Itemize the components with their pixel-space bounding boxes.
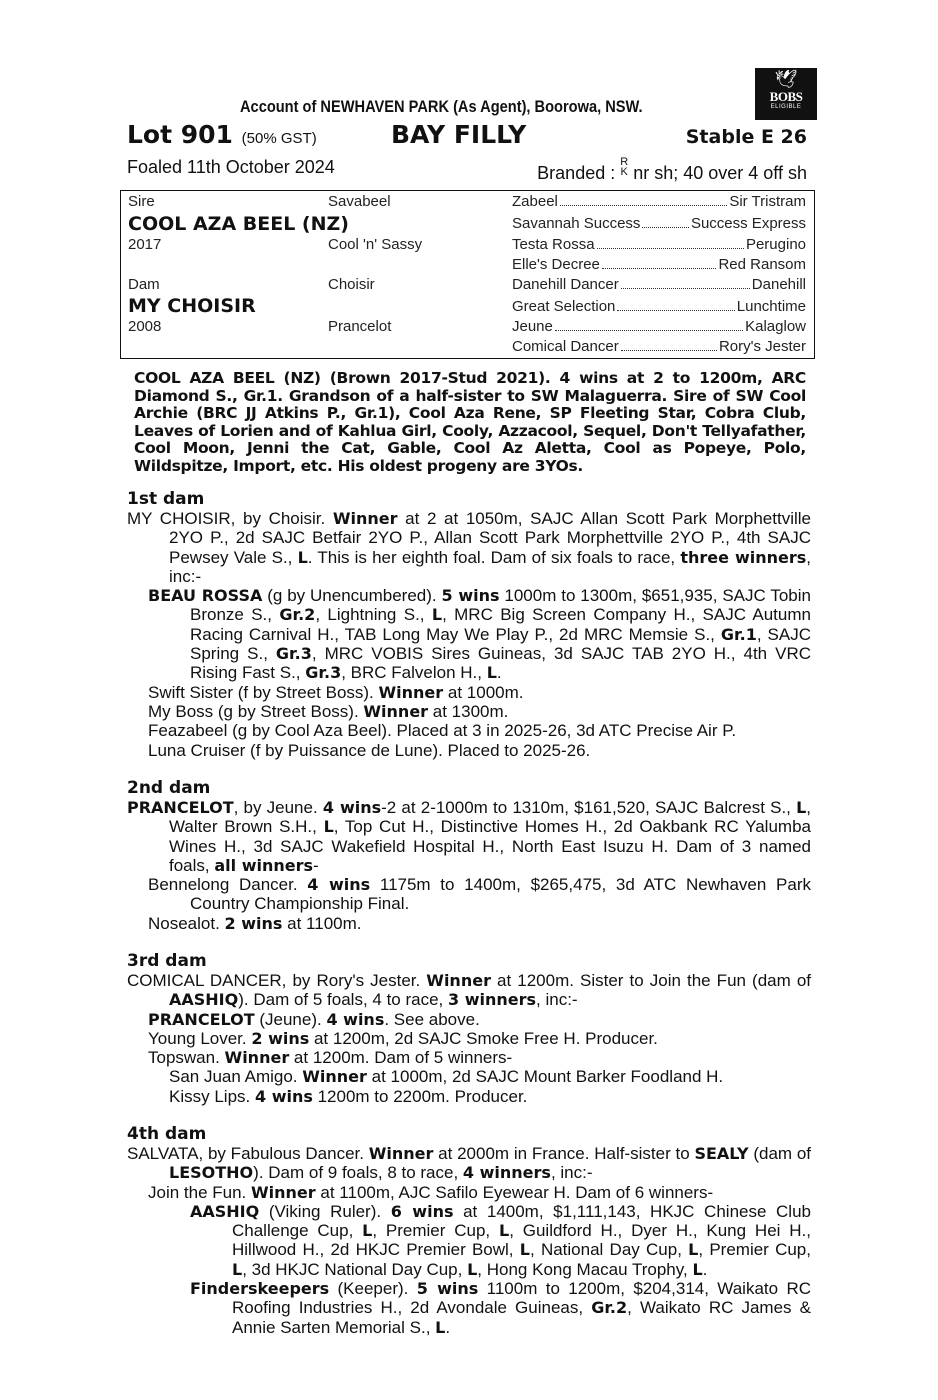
brand-bottom: K bbox=[620, 166, 628, 178]
progeny-entry: AASHIQ (Viking Ruler). 6 wins at 1400m, $1,111,143, HKJC Chinese Club Challenge Cup, L, Premier Cup, L, Guildford H., Dyer H., Kung Hei H., Hillwood H., 2d HKJC Premier Bowl, L, National Day Cup, L, Premier Cup, L, 3d HKJC National Day Cup, L, Hong Kong Macau Trophy, L. bbox=[190, 1201, 811, 1279]
bold-emphasis: Winner bbox=[426, 971, 491, 990]
ancestor-right: Success Express bbox=[690, 215, 806, 232]
bold-emphasis: L bbox=[435, 1317, 446, 1337]
bold-emphasis: Winner bbox=[251, 1182, 316, 1202]
bold-emphasis: 2 wins bbox=[224, 913, 283, 933]
dam-paragraph: PRANCELOT, by Jeune. 4 wins-2 at 2-1000m to 1310m, $161,520, SAJC Balcrest S., L, Walter Brown S.H., L, Top Cut H., Distinctive Homes H., 2d Oakbank RC Yalumba Wines H., 3d SAJC Wakefield Hospital H., North East Isuzu H. Dam of 3 named foals, all winners- bbox=[127, 798, 811, 875]
ancestor-row bbox=[512, 298, 806, 315]
ancestor-right: Perugino bbox=[745, 236, 806, 253]
pedigree-box bbox=[120, 190, 815, 359]
third-dam-section bbox=[127, 951, 811, 1106]
progeny-entry: Swift Sister (f by Street Boss). Winner at 1000m. bbox=[148, 682, 524, 702]
bold-emphasis: Winner bbox=[363, 701, 429, 721]
dam-paragraph: MY CHOISIR, by Choisir. Winner at 2 at 1050m, SAJC Allan Scott Park Morphettville 2YO P., 2d SAJC Betfair 2YO P., Allan Scott Park Morphettville 2YO P., 4th SAJC Pewsey Vale S., L. This is her eighth foal. Dam of six foals to race, three winners, inc:- bbox=[127, 509, 812, 586]
bold-emphasis: 3 winners bbox=[448, 990, 537, 1010]
progeny-entry: My Boss (g by Street Boss). Winner at 1300m. bbox=[148, 701, 509, 721]
bold-emphasis: 4 winners bbox=[462, 1163, 551, 1183]
ancestor-row bbox=[512, 215, 806, 232]
progeny-entry: Join the Fun. Winner at 1100m, AJC Safilo Eyewear H. Dam of 6 winners- bbox=[148, 1182, 714, 1202]
fourth-dam-section bbox=[127, 1124, 811, 1337]
progeny-entry: Luna Cruiser (f by Puissance de Lune). Placed to 2025-26. bbox=[148, 740, 591, 760]
dam-year: 2008 bbox=[128, 318, 162, 335]
sire-year: 2017 bbox=[128, 236, 162, 253]
bold-emphasis: L bbox=[297, 547, 308, 567]
ancestor-left: Danehill Dancer bbox=[512, 276, 619, 293]
bold-emphasis: L bbox=[362, 1221, 373, 1241]
bold-emphasis: L bbox=[486, 663, 497, 683]
sire-blurb: COOL AZA BEEL (NZ) (Brown 2017-Stud 2021). 4 wins at 2 to 1200m, ARC Diamond S., Gr.1. Grandson of a half-sister to SW Malaguerra. Sire of SW Cool Archie (BRC JJ Atkins P., Gr.1), Cool Aza Rene, SP Fleeting Star, Cobra Club, Leaves of Lorien and of Kahlua Girl, Cooly, Azzacool, Sequel, Don't Tellyafather, Cool Moon, Jenni the Cat, Gable, Cool Az Aletta, Cool as Popeye, Polo, Wildspitze, Import, etc. His oldest progeny are 3YOs. bbox=[134, 369, 806, 475]
first-dam-section bbox=[127, 489, 811, 760]
ancestor-right: Lunchtime bbox=[736, 298, 806, 315]
ancestor-right: Red Ransom bbox=[718, 256, 806, 273]
brand-mark bbox=[620, 157, 628, 177]
progeny-entry: Kissy Lips. 4 wins 1200m to 2200m. Producer. bbox=[169, 1086, 528, 1106]
ancestor-row bbox=[512, 338, 806, 355]
ancestor-row bbox=[512, 193, 806, 210]
dam-label: Dam bbox=[128, 276, 160, 293]
brand-info bbox=[537, 157, 807, 184]
dam-paragraph: COMICAL DANCER, by Rory's Jester. Winner at 1200m. Sister to Join the Fun (dam of AASHIQ). Dam of 5 foals, 4 to race, 3 winners, inc:- bbox=[127, 971, 811, 1010]
progeny-entry: Young Lover. 2 wins at 1200m, 2d SAJC Smoke Free H. Producer. bbox=[148, 1028, 658, 1048]
vendor-account: Account of NEWHAVEN PARK (As Agent), Boorowa, NSW. bbox=[240, 97, 643, 116]
bold-emphasis: Gr.1 bbox=[720, 624, 757, 644]
bobs-eligible-logo bbox=[755, 68, 817, 120]
ancestor-row bbox=[512, 236, 806, 253]
bold-emphasis: Gr.2 bbox=[279, 605, 316, 625]
dam-dam: Prancelot bbox=[328, 318, 392, 335]
ancestor-left: Testa Rossa bbox=[512, 236, 595, 253]
sire-name: COOL AZA BEEL (NZ) bbox=[128, 213, 349, 235]
ancestor-row bbox=[512, 318, 806, 335]
bold-emphasis: Winner bbox=[332, 509, 398, 528]
bold-emphasis: AASHIQ bbox=[169, 990, 239, 1010]
dam-paragraph: SALVATA, by Fabulous Dancer. Winner at 2000m in France. Half-sister to SEALY (dam of LESOTHO). Dam of 9 foals, 8 to race, 4 winners, inc:- bbox=[127, 1144, 811, 1183]
progeny-entry: PRANCELOT (Jeune). 4 wins. See above. bbox=[148, 1009, 480, 1029]
ancestor-right: Kalaglow bbox=[745, 318, 806, 335]
bold-emphasis: Winner bbox=[302, 1067, 367, 1087]
bold-emphasis: L bbox=[796, 798, 807, 817]
bold-emphasis: 4 wins bbox=[254, 1086, 313, 1106]
ancestor-row bbox=[512, 276, 806, 293]
dam-sire: Choisir bbox=[328, 276, 375, 293]
progeny-entry: San Juan Amigo. Winner at 1000m, 2d SAJC Mount Barker Foodland H. bbox=[169, 1067, 724, 1087]
bold-emphasis: Winner bbox=[368, 1144, 434, 1163]
ancestor-left: Zabeel bbox=[512, 193, 558, 210]
progeny-entry: Bennelong Dancer. 4 wins 1175m to 1400m, $265,475, 3d ATC Newhaven Park Country Championship Final. bbox=[148, 875, 811, 914]
bold-emphasis: PRANCELOT bbox=[127, 798, 234, 817]
ancestor-left: Elle's Decree bbox=[512, 256, 600, 273]
horse-sex: BAY FILLY bbox=[391, 120, 527, 149]
ancestor-row bbox=[512, 256, 806, 273]
brand-top: R bbox=[620, 156, 629, 168]
lot-label: Lot 901 bbox=[127, 120, 233, 149]
progeny-entry: Topswan. Winner at 1200m. Dam of 5 winners- bbox=[148, 1048, 513, 1068]
bold-emphasis: Finderskeepers bbox=[190, 1279, 330, 1299]
bold-emphasis: L bbox=[498, 1221, 510, 1241]
stable-location: Stable E 26 bbox=[685, 126, 807, 148]
ancestor-right: Danehill bbox=[751, 276, 806, 293]
bold-emphasis: 4 wins bbox=[326, 1009, 385, 1029]
bold-emphasis: 2 wins bbox=[251, 1028, 310, 1048]
bold-emphasis: PRANCELOT bbox=[148, 1009, 255, 1029]
lot-number bbox=[127, 120, 317, 149]
dam-name: MY CHOISIR bbox=[128, 295, 256, 317]
ancestor-right: Sir Tristram bbox=[729, 193, 806, 210]
section-heading: 3rd dam bbox=[127, 951, 207, 971]
logo-line1: BOBS bbox=[769, 89, 803, 104]
ancestor-left: Comical Dancer bbox=[512, 338, 619, 355]
bold-emphasis: L bbox=[323, 817, 334, 837]
sire-sire: Savabeel bbox=[328, 193, 391, 210]
sire-dam: Cool 'n' Sassy bbox=[328, 236, 423, 253]
progeny-entry: Finderskeepers (Keeper). 5 wins 1100m to 1200m, $204,314, Waikato RC Roofing Industries H., 2d Avondale Guineas, Gr.2, Waikato RC James & Annie Sarten Memorial S., L. bbox=[190, 1279, 812, 1337]
branded-prefix: Branded : bbox=[537, 163, 616, 183]
lot-row bbox=[127, 120, 811, 152]
bold-emphasis: 6 wins bbox=[390, 1201, 454, 1221]
progeny-entry: Feazabeel (g by Cool Aza Beel). Placed at 3 in 2025-26, 3d ATC Precise Air P. bbox=[148, 721, 737, 741]
bold-emphasis: 5 wins bbox=[416, 1279, 479, 1299]
bold-emphasis: LESOTHO bbox=[169, 1163, 254, 1183]
bold-emphasis: Gr.3 bbox=[305, 663, 342, 683]
progeny-entry: BEAU ROSSA (g by Unencumbered). 5 wins 1000m to 1300m, $651,935, SAJC Tobin Bronze S., Gr.2, Lightning S., L, MRC Big Screen Company H., SAJC Autumn Racing Carnival H., TAB Long May We Play P., 2d MRC Memsie S., Gr.1, SAJC Spring S., Gr.3, MRC VOBIS Sires Guineas, 3d SAJC TAB 2YO H., 4th VRC Rising Fast S., Gr.3, BRC Falvelon H., L. bbox=[148, 586, 812, 683]
section-heading: 4th dam bbox=[127, 1124, 207, 1144]
bold-emphasis: all winners bbox=[214, 855, 314, 875]
bold-emphasis: Gr.2 bbox=[591, 1298, 628, 1318]
bold-emphasis: L bbox=[467, 1259, 478, 1279]
bold-emphasis: AASHIQ bbox=[190, 1201, 260, 1221]
second-dam-section bbox=[127, 778, 811, 933]
bold-emphasis: Gr.3 bbox=[275, 644, 312, 664]
bold-emphasis: BEAU ROSSA bbox=[148, 586, 263, 606]
ancestor-left: Great Selection bbox=[512, 298, 616, 315]
bold-emphasis: Winner bbox=[378, 682, 444, 702]
bold-emphasis: L bbox=[688, 1240, 699, 1260]
bird-icon: 🕊 bbox=[774, 69, 798, 89]
section-heading: 2nd dam bbox=[127, 778, 211, 798]
bold-emphasis: 4 wins bbox=[307, 875, 371, 895]
logo-line2: ELIGIBLE bbox=[770, 104, 802, 110]
bold-emphasis: L bbox=[692, 1259, 703, 1279]
bold-emphasis: L bbox=[431, 605, 443, 625]
bold-emphasis: 5 wins bbox=[441, 586, 500, 606]
branded-suffix: nr sh; 40 over 4 off sh bbox=[633, 163, 807, 183]
ancestor-left: Jeune bbox=[512, 318, 553, 335]
foaled-date: Foaled 11th October 2024 bbox=[127, 157, 335, 177]
sire-label: Sire bbox=[128, 193, 155, 210]
bold-emphasis: three winners bbox=[680, 547, 807, 567]
ancestor-left: Savannah Success bbox=[512, 215, 641, 232]
bold-emphasis: L bbox=[519, 1240, 530, 1260]
progeny-entry: Nosealot. 2 wins at 1100m. bbox=[148, 913, 362, 933]
gst-note: (50% GST) bbox=[241, 130, 317, 147]
section-heading: 1st dam bbox=[127, 489, 205, 509]
bold-emphasis: 4 wins bbox=[322, 798, 382, 817]
ancestor-right: Rory's Jester bbox=[718, 338, 806, 355]
bold-emphasis: SEALY bbox=[694, 1144, 749, 1163]
bold-emphasis: Winner bbox=[224, 1048, 290, 1068]
bold-emphasis: L bbox=[232, 1259, 243, 1279]
